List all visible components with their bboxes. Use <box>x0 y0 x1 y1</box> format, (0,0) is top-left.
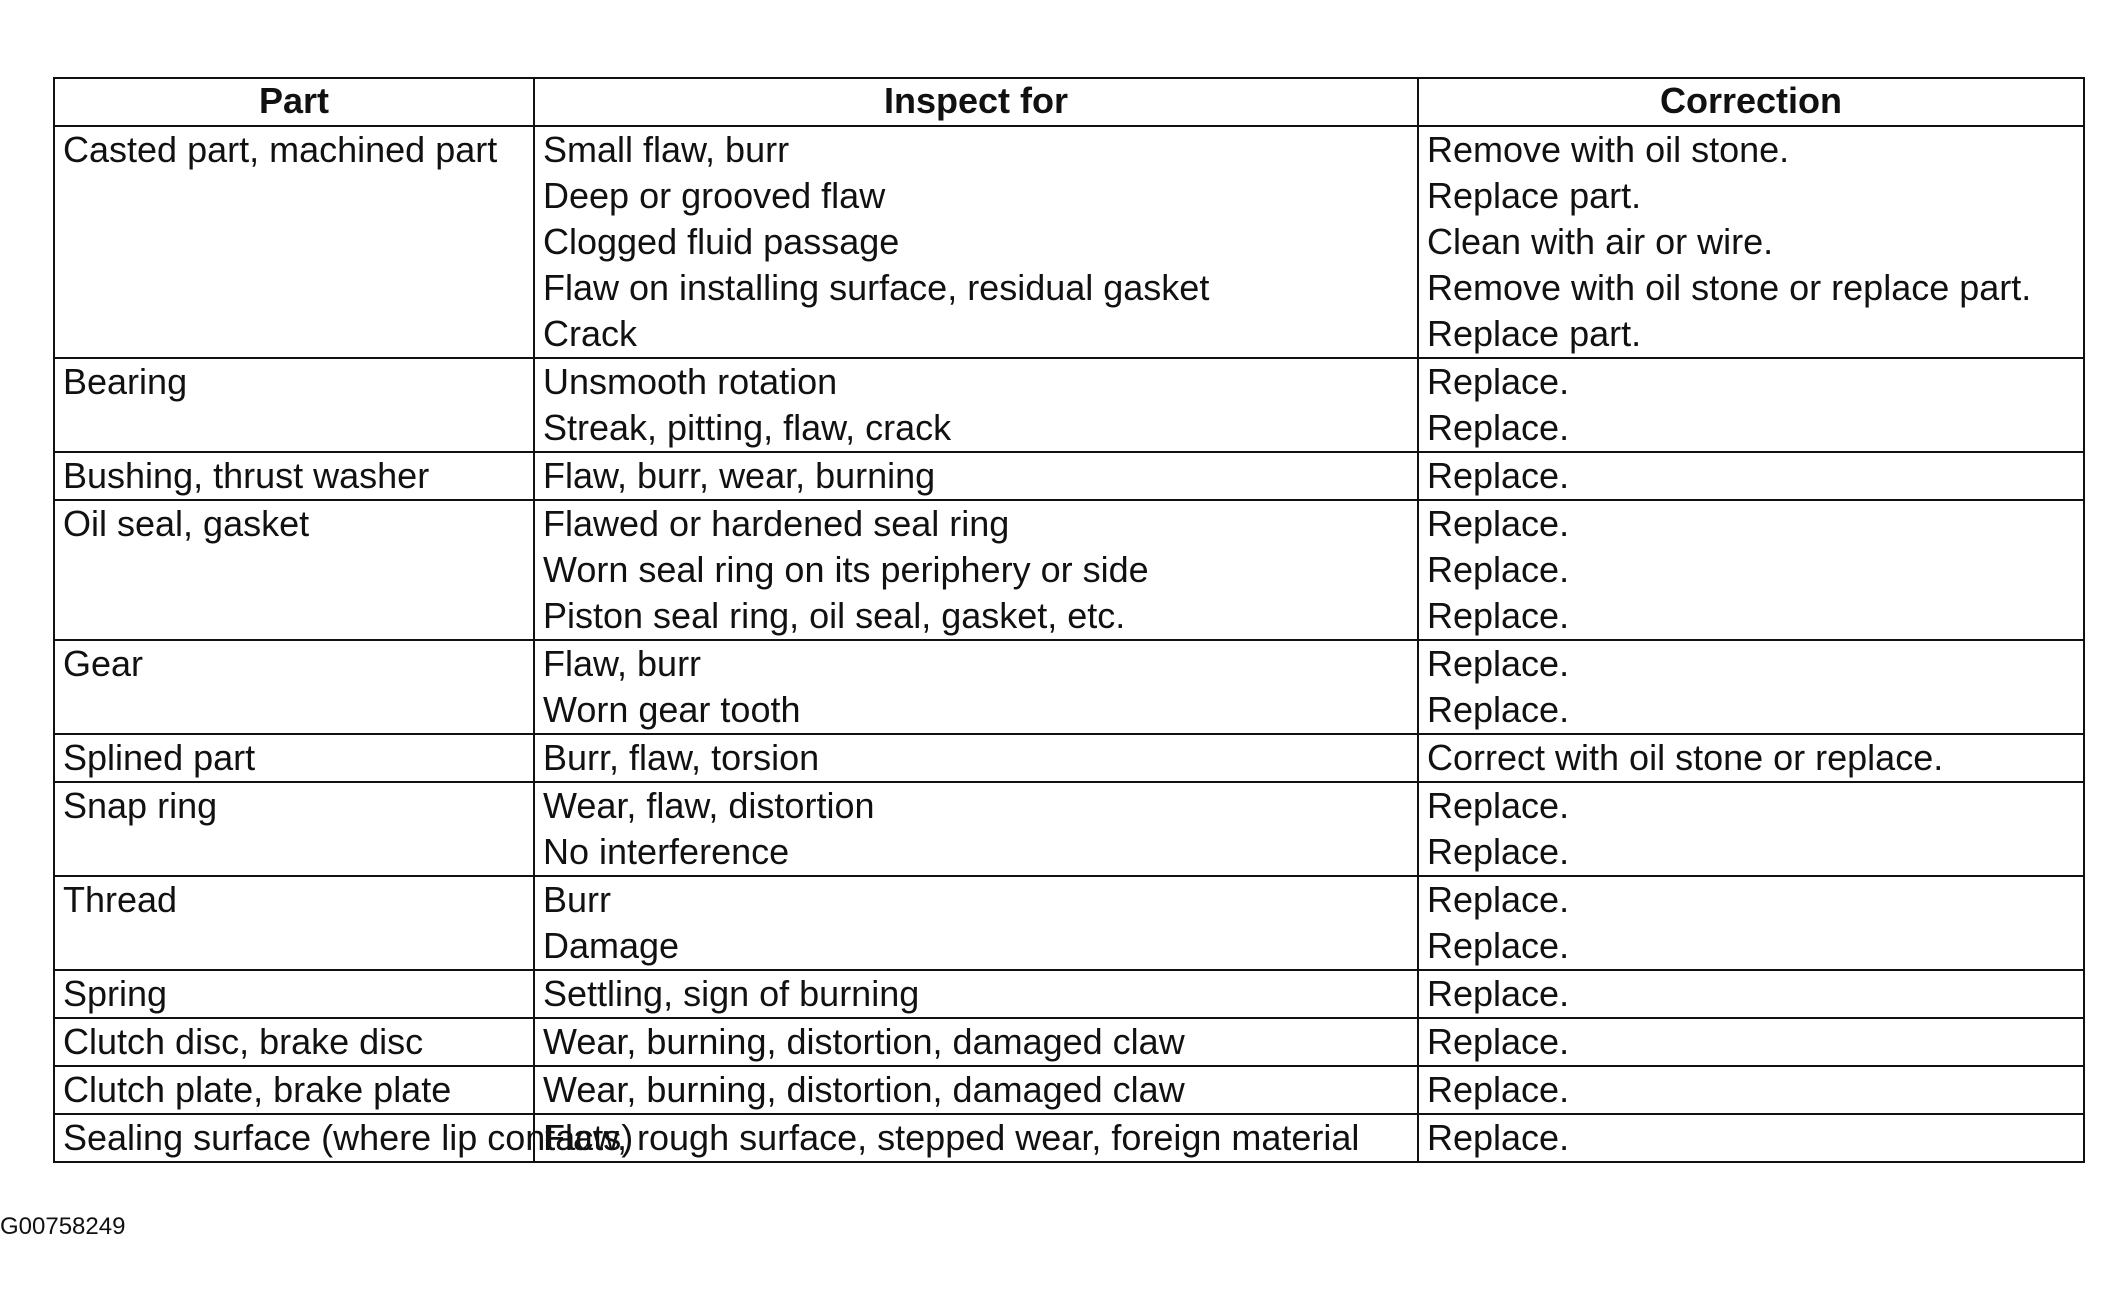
correction-cell <box>1418 640 2084 734</box>
inspect-cell <box>534 782 1418 876</box>
part-cell: Spring <box>54 970 534 1018</box>
correction-cell <box>1418 452 2084 500</box>
inspect-cell <box>534 876 1418 970</box>
inspect-cell <box>534 1066 1418 1114</box>
correction-item: Replace. <box>1427 1117 1570 1158</box>
part-cell: Bearing <box>54 358 534 452</box>
correction-item: Replace. <box>1427 925 1570 966</box>
inspect-item: Flaw, burr, wear, burning <box>543 455 936 496</box>
inspect-item: No interference <box>543 831 790 872</box>
inspect-item: Wear, flaw, distortion <box>543 785 875 826</box>
inspect-item: Flawed or hardened seal ring <box>543 503 1010 544</box>
inspect-item: Flaw on installing surface, residual gasket <box>543 267 1210 308</box>
header-inspect-for: Inspect for <box>534 78 1418 126</box>
inspection-table <box>53 77 2085 1163</box>
part-cell: Clutch plate, brake plate <box>54 1066 534 1114</box>
correction-item: Replace. <box>1427 1069 1570 1110</box>
table-body <box>54 126 2084 1162</box>
inspect-cell <box>534 1114 1418 1162</box>
header-correction: Correction <box>1418 78 2084 126</box>
inspect-item: Burr <box>543 879 612 920</box>
correction-cell <box>1418 1066 2084 1114</box>
inspect-cell <box>534 126 1418 358</box>
inspect-item: Clogged fluid passage <box>543 221 900 262</box>
inspect-item: Settling, sign of burning <box>543 973 920 1014</box>
table-row <box>54 126 2084 358</box>
inspect-item: Piston seal ring, oil seal, gasket, etc. <box>543 595 1126 636</box>
inspect-item: Worn gear tooth <box>543 689 801 730</box>
inspect-cell <box>534 640 1418 734</box>
part-cell: Oil seal, gasket <box>54 500 534 640</box>
correction-item: Replace. <box>1427 595 1570 636</box>
table-row <box>54 734 2084 782</box>
inspect-cell <box>534 734 1418 782</box>
part-cell: Clutch disc, brake disc <box>54 1018 534 1066</box>
inspect-item: Crack <box>543 313 638 354</box>
inspect-cell <box>534 1018 1418 1066</box>
part-cell: Gear <box>54 640 534 734</box>
correction-cell <box>1418 358 2084 452</box>
correction-item: Replace. <box>1427 549 1570 590</box>
table-row <box>54 876 2084 970</box>
inspect-item: Streak, pitting, flaw, crack <box>543 407 952 448</box>
correction-cell <box>1418 1114 2084 1162</box>
inspect-item: Small flaw, burr <box>543 129 790 170</box>
correction-item: Replace. <box>1427 1021 1570 1062</box>
inspect-item: Flaw, burr <box>543 643 702 684</box>
inspect-cell <box>534 358 1418 452</box>
inspect-item: Unsmooth rotation <box>543 361 838 402</box>
correction-item: Remove with oil stone. <box>1427 129 1790 170</box>
part-cell: Bushing, thrust washer <box>54 452 534 500</box>
inspect-item: Wear, burning, distortion, damaged claw <box>543 1021 1185 1062</box>
correction-item: Correct with oil stone or replace. <box>1427 737 1944 778</box>
part-cell: Snap ring <box>54 782 534 876</box>
correction-item: Replace. <box>1427 973 1570 1014</box>
table-row <box>54 1114 2084 1162</box>
table-row <box>54 970 2084 1018</box>
correction-item: Replace. <box>1427 407 1570 448</box>
inspect-item: Worn seal ring on its periphery or side <box>543 549 1149 590</box>
correction-item: Replace. <box>1427 455 1570 496</box>
inspect-item: Wear, burning, distortion, damaged claw <box>543 1069 1185 1110</box>
correction-item: Clean with air or wire. <box>1427 221 1774 262</box>
header-part: Part <box>54 78 534 126</box>
correction-item: Replace. <box>1427 785 1570 826</box>
correction-item: Replace. <box>1427 879 1570 920</box>
table-row <box>54 640 2084 734</box>
correction-item: Replace. <box>1427 503 1570 544</box>
inspect-item: Burr, flaw, torsion <box>543 737 820 778</box>
correction-cell <box>1418 126 2084 358</box>
correction-item: Replace. <box>1427 689 1570 730</box>
table-row <box>54 500 2084 640</box>
correction-cell <box>1418 782 2084 876</box>
inspect-cell <box>534 970 1418 1018</box>
table-row <box>54 1066 2084 1114</box>
correction-cell <box>1418 970 2084 1018</box>
part-cell: Casted part, machined part <box>54 126 534 358</box>
correction-cell <box>1418 876 2084 970</box>
correction-cell <box>1418 1018 2084 1066</box>
table-row <box>54 452 2084 500</box>
correction-item: Remove with oil stone or replace part. <box>1427 267 2032 308</box>
correction-item: Replace part. <box>1427 313 1642 354</box>
inspect-item: Deep or grooved flaw <box>543 175 886 216</box>
correction-cell <box>1418 734 2084 782</box>
inspection-table-container <box>53 77 2083 1163</box>
inspect-item: Flaw, rough surface, stepped wear, foreign material <box>543 1117 1360 1158</box>
table-row <box>54 1018 2084 1066</box>
correction-item: Replace. <box>1427 831 1570 872</box>
inspect-cell <box>534 500 1418 640</box>
part-cell: Splined part <box>54 734 534 782</box>
inspect-item: Damage <box>543 925 680 966</box>
inspect-cell <box>534 452 1418 500</box>
figure-id: G00758249 <box>0 1213 126 1240</box>
correction-item: Replace. <box>1427 361 1570 402</box>
correction-cell <box>1418 500 2084 640</box>
header-row <box>54 78 2084 126</box>
correction-item: Replace. <box>1427 643 1570 684</box>
part-cell: Sealing surface (where lip contacts) <box>54 1114 534 1162</box>
table-row <box>54 782 2084 876</box>
table-row <box>54 358 2084 452</box>
part-cell: Thread <box>54 876 534 970</box>
correction-item: Replace part. <box>1427 175 1642 216</box>
